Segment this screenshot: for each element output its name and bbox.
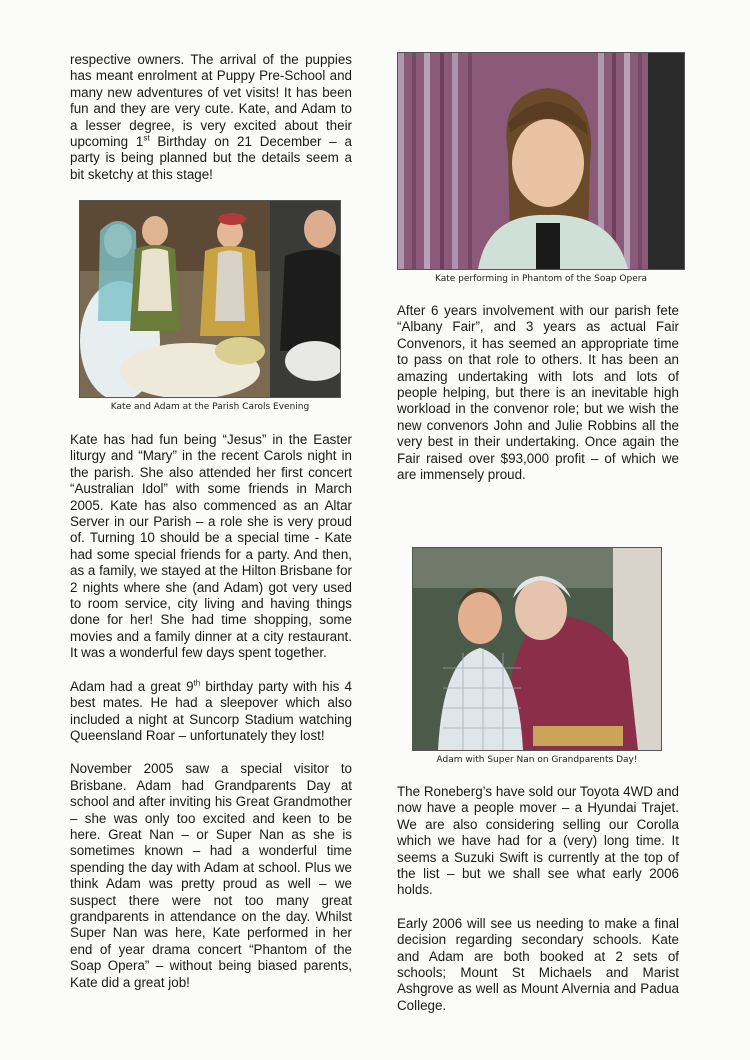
photo-adam-super-nan	[412, 547, 662, 751]
left-column-lower	[70, 432, 352, 991]
caption-carols: Kate and Adam at the Parish Carols Evening	[110, 402, 310, 412]
right-column-middle	[397, 303, 679, 483]
paragraph-albany-fair: After 6 years involvement with our parish fete “Albany Fair”, and 3 years as actual Fair Convenors, it has seemed an appropriate time to pass on that role to others. It has been an amazing undertaking with lots and lots of people helping, but there is an inevitable high workload in the convenor role; but we wish the new convenors John and Julie Robbins all the very best in their undertaking. Once again the Fair raised over $93,000 profit – of which we are immensely proud.	[397, 303, 679, 483]
left-column	[70, 52, 352, 183]
photo-kate-performing	[397, 52, 685, 270]
paragraph-adam-birthday: Adam had a great 9th birthday party with his 4 best mates. He had a sleepover which also included a night at Suncorp Stadium watching Queensland Roar – unfortunately they lost!	[70, 678, 353, 743]
phantom-photo-image	[398, 53, 684, 269]
paragraph-car: The Roneberg’s have sold our Toyota 4WD and now have a people mover – a Hyundai Trajet. We are also considering selling our Corolla which we have had for a (very) long time. It seems a Suzuki Swift is currently at the top of the list – but we shall see what early 2006 holds.	[397, 784, 679, 898]
photo-carols-evening	[79, 200, 341, 398]
caption-phantom: Kate performing in Phantom of the Soap Opera	[434, 274, 647, 284]
paragraph-kate: Kate has had fun being “Jesus” in the Easter liturgy and “Mary” in the recent Carols night in the parish. She also attended her first concert “Australian Idol” with some friends in March 2005. Kate has also commenced as an Altar Server in our Parish – a role she is very proud of. Turning 10 should be a special time - Kate had some special friends for a party. And then, as a family, we stayed at the Hilton Brisbane for 2 nights where she (and Adam) got very used to room service, city living and having things done for her! She had time shopping, some movies and a family dinner at a city restaurant. It was a wonderful few days spent together.	[70, 432, 352, 661]
carols-photo-image	[80, 201, 340, 397]
figure-super-nan	[412, 547, 662, 765]
paragraph-schools: Early 2006 will see us needing to make a final decision regarding secondary schools. Kate and Adam are both booked at 2 sets of schools; Mount St Michaels and Marist Ashgrove as well as Mount Alvernia and Padua College.	[397, 915, 679, 1013]
super-nan-photo-image	[413, 548, 661, 750]
figure-carols	[79, 200, 341, 412]
right-column-lower	[397, 784, 679, 1014]
figure-phantom	[397, 52, 685, 284]
caption-super-nan: Adam with Super Nan on Grandparents Day!	[436, 755, 638, 765]
paragraph-super-nan: November 2005 saw a special visitor to Brisbane. Adam had Grandparents Day at school and after inviting his Great Grandmother – she was only too excited and keen to be here. Great Nan – or Super Nan as she is sometimes known – had a wonderful time spending the day with Adam at school. Plus we think Adam was pretty proud as well – we suspect there were not too many great grandparents in attendance on the day. Whilst Super Nan was here, Kate performed in her end of year drama concert “Phantom of the Soap Opera” – without being biased parents, Kate did a great job!	[70, 761, 352, 990]
paragraph-puppies: respective owners. The arrival of the puppies has meant enrolment at Puppy Pre-School and many new adventures of vet visits! It has been fun and they are very cute. Kate, and Adam to a lesser degree, is very excited about their upcoming 1st Birthday on 21 December – a party is being planned but the details seem a bit sketchy at this stage!	[70, 52, 352, 182]
